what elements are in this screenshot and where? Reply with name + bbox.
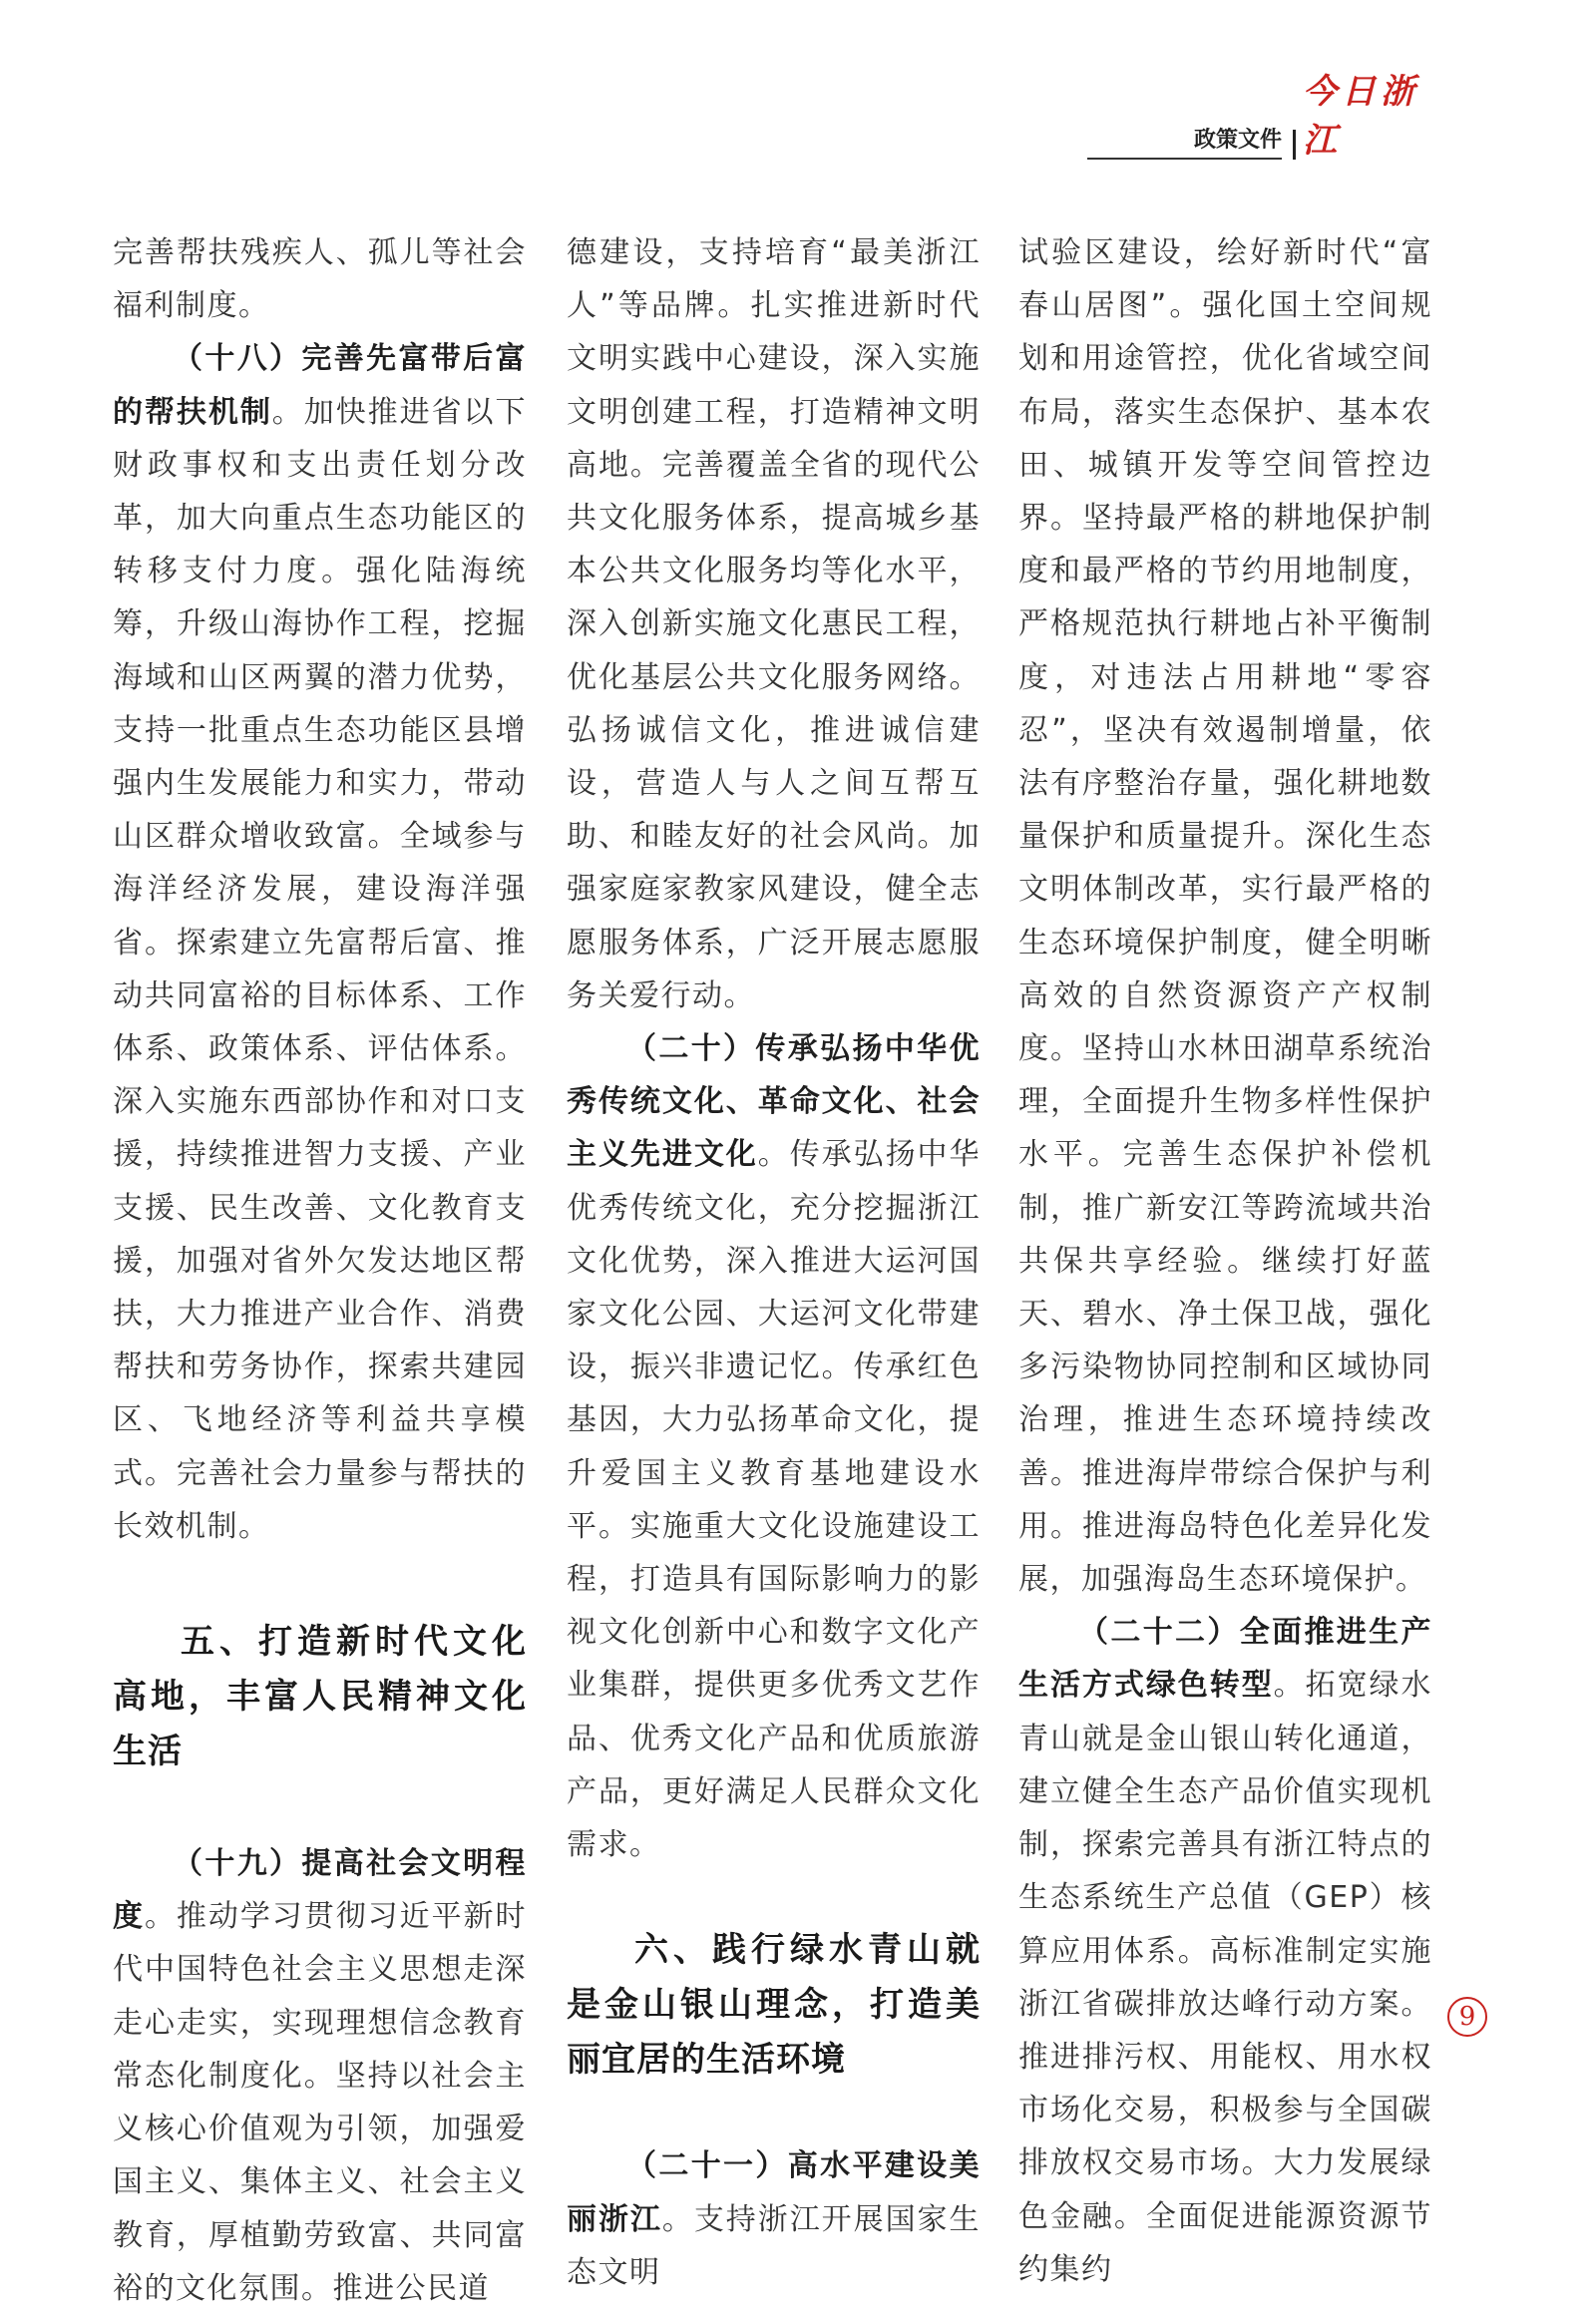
column-2	[567, 226, 981, 2299]
paragraph	[567, 1022, 981, 1871]
paragraph	[113, 332, 527, 1553]
header-divider	[1293, 130, 1296, 160]
paragraph: 德建设，支持培育“最美浙江人”等品牌。扎实推进新时代文明实践中心建设，深入实施文明创建工程，打造精神文明高地。完善覆盖全省的现代公共文化服务体系，提高城乡基本公共文化服务均等化水平，深入创新实施文化惠民工程，优化基层公共文化服务网络。弘扬诚信文化，推进诚信建设，营造人与人之间互帮互助、和睦友好的社会风尚。加强家庭家教家风建设，健全志愿服务体系，广泛开展志愿服务关爱行动。	[567, 235, 981, 1013]
header-rule	[1087, 158, 1282, 160]
section-label: 政策文件	[1193, 128, 1282, 153]
paragraph-text: 。推动学习贯彻习近平新时代中国特色社会主义思想走深走心走实，实现理想信念教育常态化制度化。坚持以社会主义核心价值观为引领，加强爱国主义、集体主义、社会主义教育，厚植勤劳致富、共同富裕的文化氛围。推进公民道	[113, 1899, 528, 2306]
paragraph-text: 。拓宽绿水青山就是金山银山转化通道，建立健全生态产品价值实现机制，探索完善具有浙江特点的生态系统生产总值（GEP）核算应用体系。高标准制定实施浙江省碳排放达峰行动方案。推进排污权、用能权、用水权市场化交易，积极参与全国碳排放权交易市场。大力发展绿色金融。全面促进能源资源节约集约	[1018, 1668, 1433, 2287]
column-1	[113, 226, 527, 2315]
paragraph-lead: （二十一）高水平建设美丽浙江	[567, 2148, 981, 2237]
paragraph-text: 。传承弘扬中华优秀传统文化，充分挖掘浙江文化优势，深入推进大运河国家文化公园、大运河文化带建设，振兴非遗记忆。传承红色基因，大力弘扬革命文化，提升爱国主义教育基地建设水平。实施重大文化设施建设工程，打造具有国际影响力的影视文化创新中心和数字文化产业集群，提供更多优秀文艺作品、优秀文化产品和优质旅游产品，更好满足人民群众文化需求。	[567, 1137, 981, 1863]
paragraph-lead: （十八）完善先富带后富的帮扶机制	[113, 341, 527, 430]
section-heading: 六、践行绿水青山就是金山银山理念，打造美丽宜居的生活环境	[567, 1930, 981, 2081]
paragraph-lead: （二十）传承弘扬中华优秀传统文化、革命文化、社会主义先进文化	[567, 1031, 981, 1173]
page-number: 9	[1447, 1997, 1487, 2037]
column-3	[1018, 226, 1432, 2296]
paragraph-lead: （二十二）全面推进生产生活方式绿色转型	[1018, 1615, 1432, 1704]
paragraph: 完善帮扶残疾人、孤儿等社会福利制度。	[113, 235, 527, 324]
paragraph-text: 。加快推进省以下财政事权和支出责任划分改革，加大向重点生态功能区的转移支付力度。强化陆海统筹，升级山海协作工程，挖掘海域和山区两翼的潜力优势，支持一批重点生态功能区县增强内生发展能力和实力，带动山区群众增收致富。全域参与海洋经济发展，建设海洋强省。探索建立先富帮后富、推动共同富裕的目标体系、工作体系、政策体系、评估体系。深入实施东西部协作和对口支援，持续推进智力支援、产业支援、民生改善、文化教育支援，加强对省外欠发达地区帮扶，大力推进产业合作、消费帮扶和劳务协作，探索共建园区、飞地经济等利益共享模式。完善社会力量参与帮扶的长效机制。	[113, 394, 528, 1544]
running-header	[1087, 72, 1446, 162]
section-heading: 五、打造新时代文化高地，丰富人民精神文化生活	[113, 1622, 527, 1772]
paragraph	[113, 1837, 527, 2315]
paragraph	[1018, 1606, 1432, 2296]
magazine-logo: 今日浙江	[1303, 72, 1419, 161]
paragraph	[567, 2139, 981, 2299]
paragraph-lead: （十九）提高社会文明程度	[113, 1846, 527, 1935]
paragraph: 试验区建设，绘好新时代“富春山居图”。强化国土空间规划和用途管控，优化省域空间布局，落实生态保护、基本农田、城镇开发等空间管控边界。坚持最严格的耕地保护制度和最严格的节约用地制度，严格规范执行耕地占补平衡制度，对违法占用耕地“零容忍”，坚决有效遏制增量，依法有序整治存量，强化耕地数量保护和质量提升。深化生态文明体制改革，实行最严格的生态环境保护制度，健全明晰高效的自然资源资产产权制度。坚持山水林田湖草系统治理，全面提升生物多样性保护水平。完善生态保护补偿机制，推广新安江等跨流域共治共保共享经验。继续打好蓝天、碧水、净土保卫战，强化多污染物协同控制和区域协同治理，推进生态环境持续改善。推进海岸带综合保护与利用。推进海岛特色化差异化发展，加强海岛生态环境保护。	[1018, 235, 1432, 1598]
paragraph-text: 。支持浙江开展国家生态文明	[567, 2201, 981, 2290]
